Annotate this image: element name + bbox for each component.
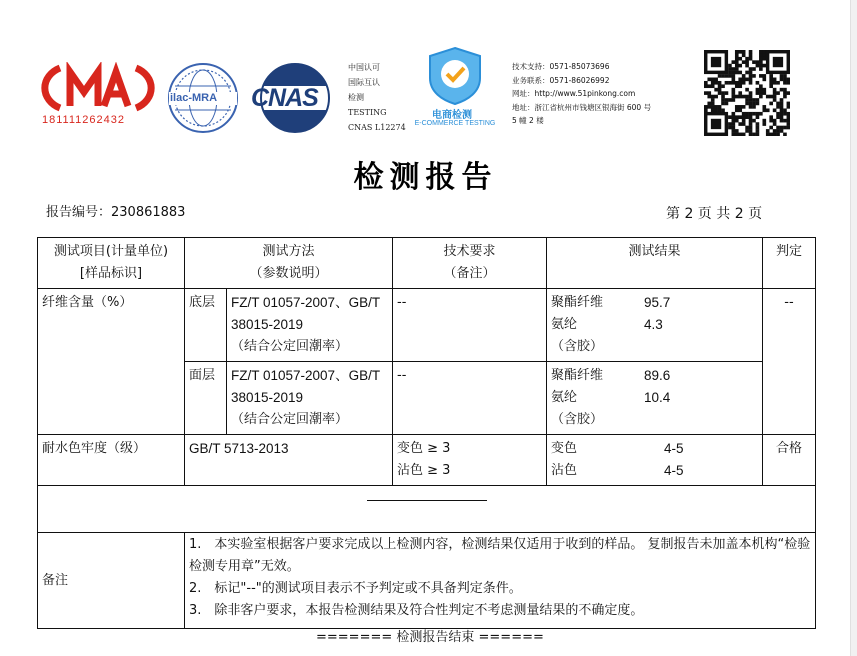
result-value: 4-5 [664,463,684,478]
scrollbar-edge [850,0,857,656]
contact-tech-support: 技术支持：0571-85073696 [512,62,610,71]
waterfast-result [547,435,763,486]
cma-logo [40,62,156,134]
ilac-text: ilac-MRA [170,92,218,104]
method-cell [227,289,393,362]
cnas-line: TESTING [348,108,387,117]
method-note: （结合公定回潮率） [231,412,349,427]
page-info: 第 2 页 共 2 页 [666,206,763,222]
report-number: 报告编号：230861883 [46,205,186,220]
contact-business: 业务联系：0571-86026992 [512,75,610,85]
waterfast-item: 耐水色牢度（级） [38,435,185,486]
result-name: 氨纶 [551,317,578,332]
result-note: （含胶） [551,412,604,427]
cma-mark-icon [40,62,156,114]
result-value: 10.4 [644,390,671,405]
layer-label: 底层 [185,289,227,362]
requirement-cell: -- [393,289,547,362]
layer-label: 面层 [185,362,227,435]
remark-item: 3. 除非客户要求，本报告检测结果及符合性判定不考虑测量结果的不确定度。 [189,603,644,618]
result-name: 聚酯纤维 [551,295,604,310]
result-name: 变色 [551,441,578,456]
requirement-line: 沾色 ≥ 3 [397,463,451,478]
remarks-label: 备注 [38,533,185,629]
waterfast-requirement [393,435,547,486]
header-result: 测试结果 [547,238,763,289]
cma-number: 181111262432 [42,114,125,126]
ecommerce-name-en: E-COMMERCE TESTING [414,120,496,127]
method-note: （结合公定回潮率） [231,339,349,354]
ilac-mra-logo [165,62,241,134]
table-row-blank [38,486,816,533]
result-name: 聚酯纤维 [551,368,604,383]
header-judgement: 判定 [763,238,816,289]
result-cell [547,289,763,362]
requirement-cell: -- [393,362,547,435]
remarks-content [185,533,816,629]
result-note: （含胶） [551,339,604,354]
header-method [185,238,393,289]
result-value: 4-5 [664,441,684,456]
table-row [38,435,816,486]
method-standard: FZ/T 01057-2007、GB/T 38015-2019 [231,368,380,405]
report-title: 检测报告 [353,160,498,195]
ecommerce-name-cn: 电商检测 [432,110,472,121]
qr-code-icon [704,50,790,136]
blank-cell [38,486,816,533]
header-requirement-line: 技术要求 [443,244,496,259]
report-table [37,237,816,629]
waterfast-judgement: 合格 [763,435,816,486]
result-name: 氨纶 [551,390,578,405]
header-method-line: 测试方法 [262,244,315,259]
cnas-text: CNAS [251,84,318,112]
result-cell [547,362,763,435]
result-name: 沾色 [551,463,578,478]
separator-line [367,500,487,501]
table-row [38,289,816,362]
header-requirement [393,238,547,289]
cnas-line: 国际互认 [348,78,380,87]
remark-item: 1. 本实验室根据客户要求完成以上检测内容，检测结果仅适用于收到的样品。 复制报告未加盖本机构“检验检测专用章”无效。 [189,537,811,574]
table-header-row [38,238,816,289]
cnas-line: 检测 [348,93,364,102]
result-value: 95.7 [644,295,671,310]
cnas-line: CNAS L12274 [348,123,406,132]
cnas-info [348,60,406,135]
header-method-line: （参数说明） [249,266,328,281]
fiber-item: 纤维含量（%） [38,289,185,435]
shield-check-icon [410,44,500,106]
qr-code [704,50,790,136]
waterfast-method: GB/T 5713-2013 [185,435,393,486]
cnas-line: 中国认可 [348,63,380,72]
requirement-line: 变色 ≥ 3 [397,441,451,456]
result-value: 4.3 [644,317,663,332]
contact-address: 地址：浙江省杭州市钱塘区银海街 600 号 [512,102,652,112]
header-item [38,238,185,289]
contact-website: 网址：http://www.51pinkong.com [512,89,636,98]
fiber-judgement: -- [763,289,816,435]
header-item-line: 测试项目(计量单位) [53,244,169,259]
method-standard: FZ/T 01057-2007、GB/T 38015-2019 [231,295,380,332]
remark-item: 2. 标记"--"的测试项目表示不予判定或不具备判定条件。 [189,581,522,596]
report-end: ======= 检测报告结束 ====== [316,630,544,645]
contact-info [512,60,692,128]
remarks-row [38,533,816,629]
cnas-logo [249,62,341,134]
method-cell [227,362,393,435]
ecommerce-testing-logo [410,44,500,132]
result-value: 89.6 [644,368,671,383]
contact-address-2: 5 幢 2 楼 [512,116,544,125]
header-item-line: [样品标识] [79,266,143,281]
header-requirement-line: （备注） [443,266,496,281]
